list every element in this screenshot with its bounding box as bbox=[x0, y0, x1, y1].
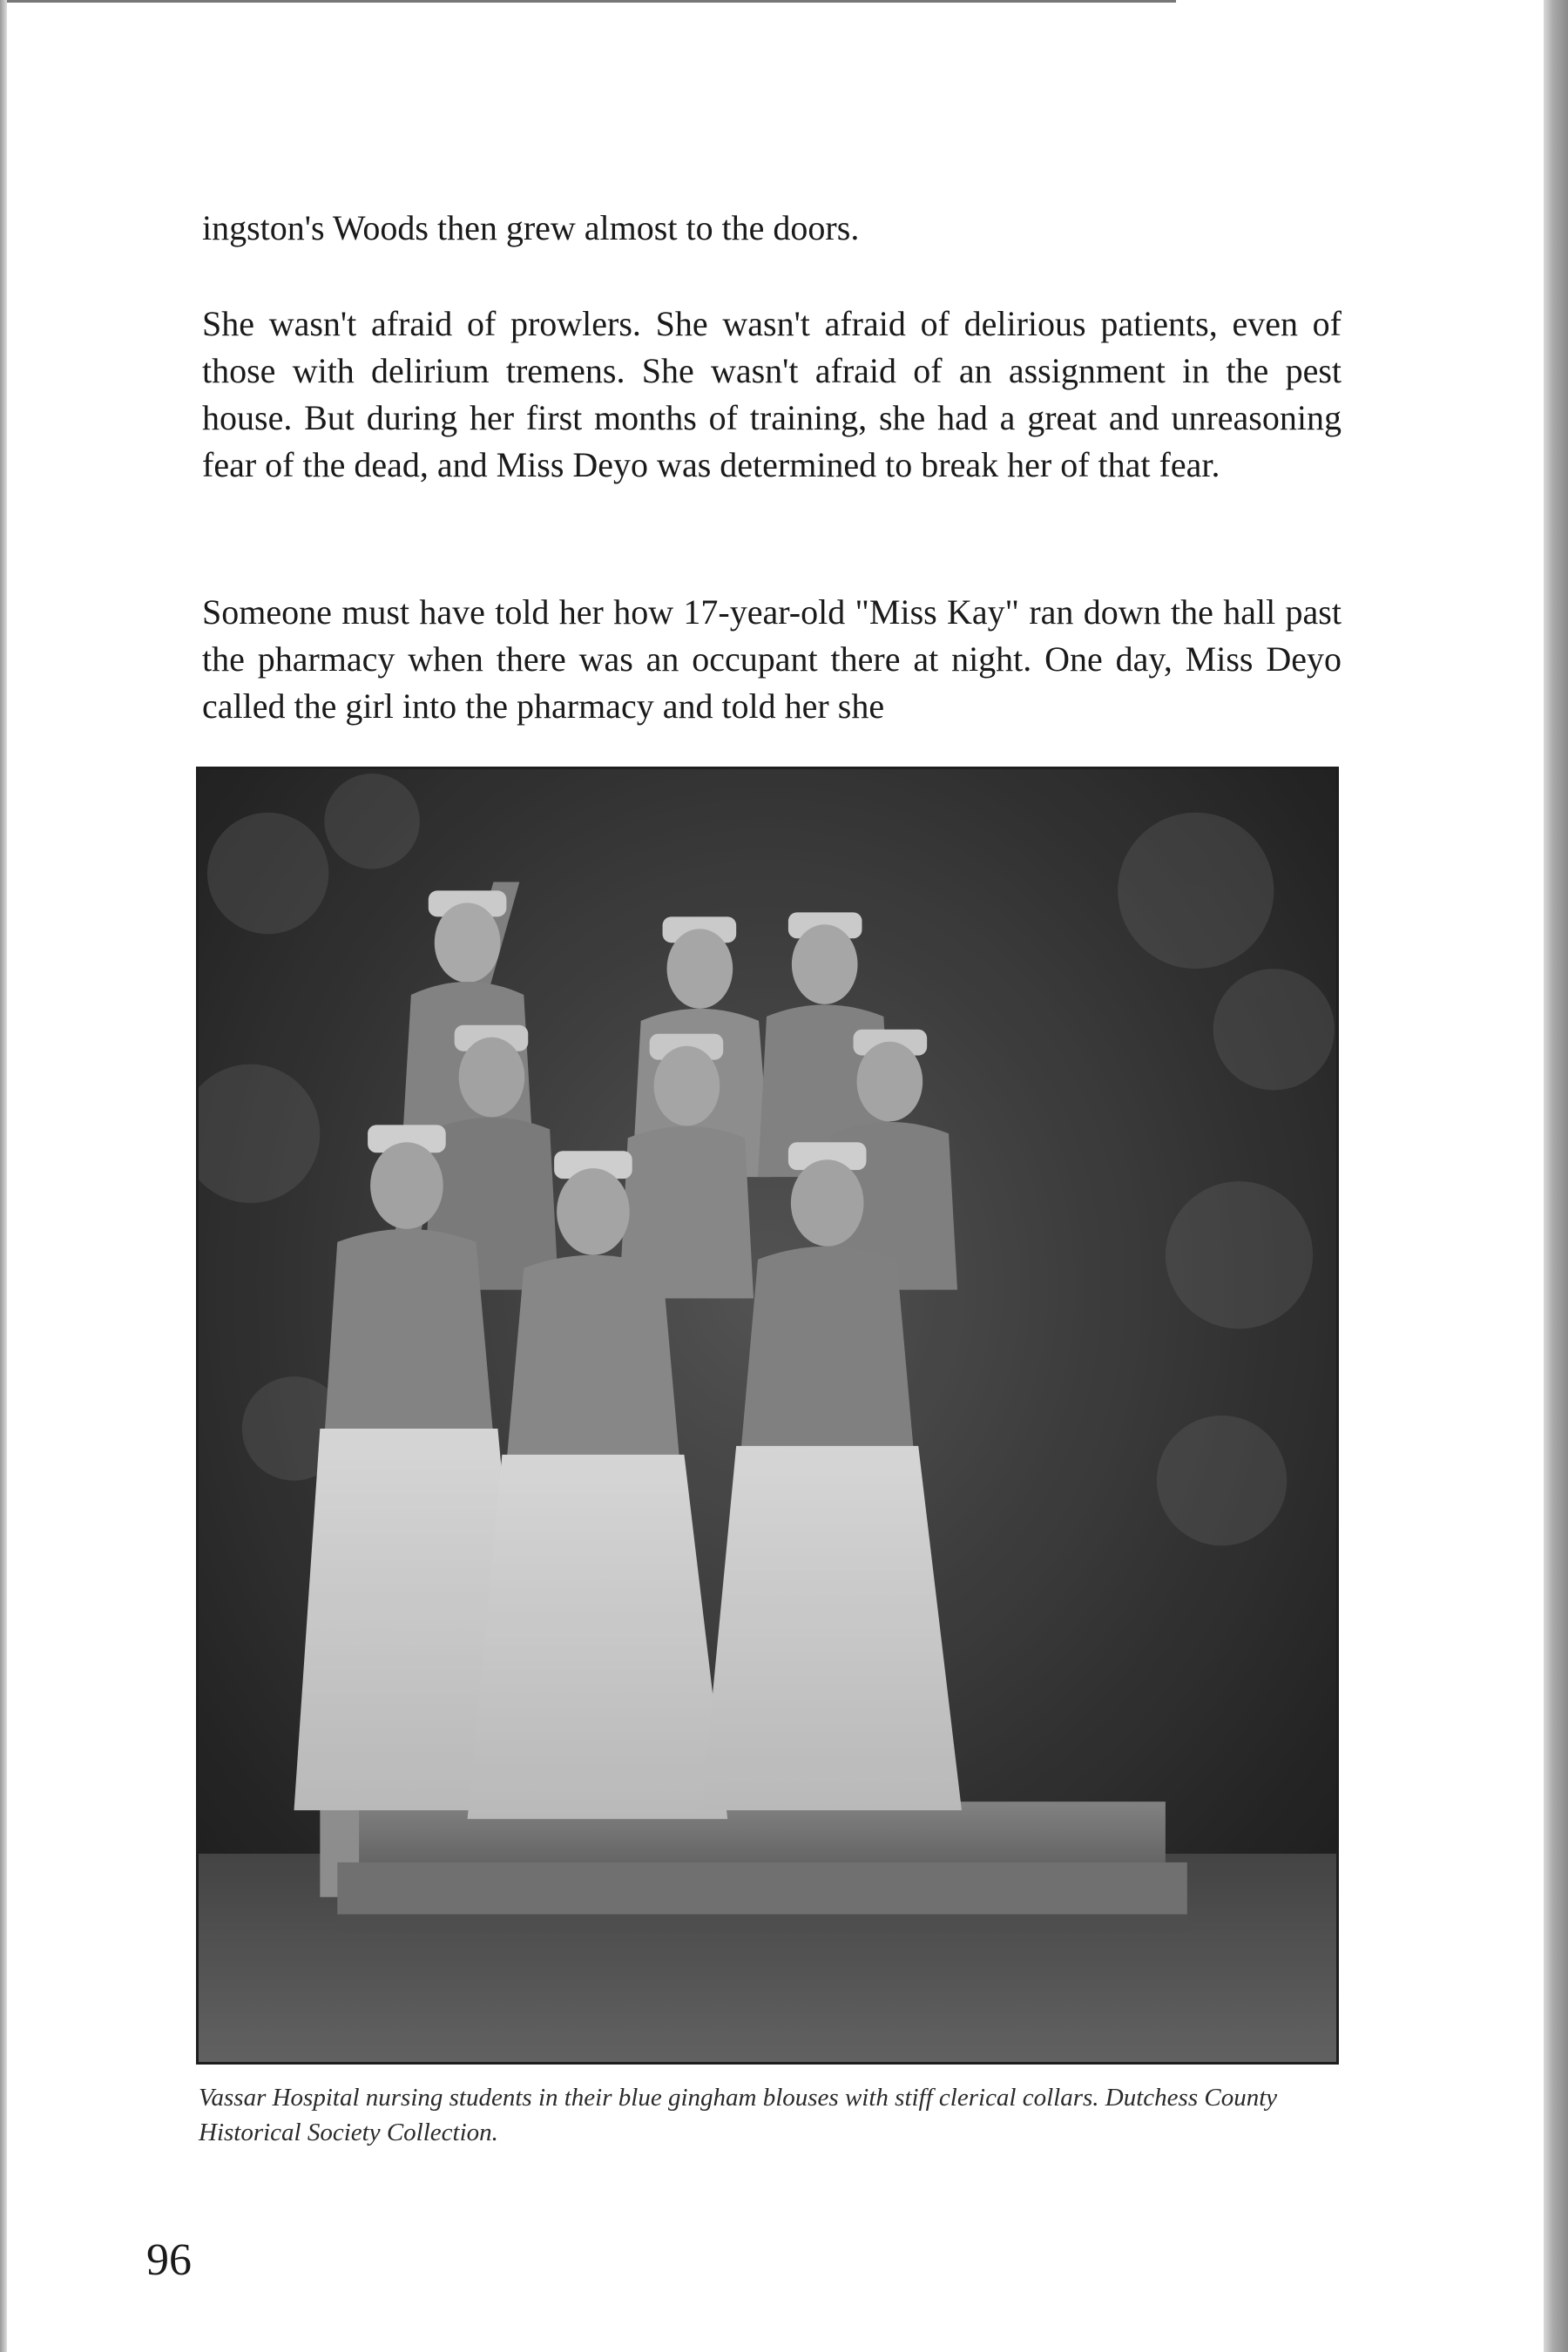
photo-caption: Vassar Hospital nursing students in their blue gingham blouses with stiff clerical collars. Dutchess County Historical Society Collection. bbox=[199, 2084, 1278, 2146]
paragraph-1: ingston's Woods then grew almost to the doors. bbox=[202, 208, 860, 247]
paragraph-2: She wasn't afraid of prowlers. She wasn't afraid of delirious patients, even of those with delirium tremens. She wasn't afraid of an assignment in the pest house. But during her first months of training, she had a great and unreasoning fear of the dead, and Miss Deyo was determined to break her of that fear. bbox=[202, 304, 1342, 484]
page-right-edge bbox=[1544, 0, 1568, 2352]
page-left-edge bbox=[0, 0, 7, 2352]
paragraph-3: Someone must have told her how 17-year-old "Miss Kay" ran down the hall past the pharmacy when there was an occupant there at night. One day, Miss Deyo called the girl into the pharmacy and told her she bbox=[202, 592, 1342, 726]
page-number: 96 bbox=[146, 2235, 192, 2285]
historical-photograph bbox=[196, 767, 1339, 2065]
top-rule bbox=[0, 0, 1176, 3]
